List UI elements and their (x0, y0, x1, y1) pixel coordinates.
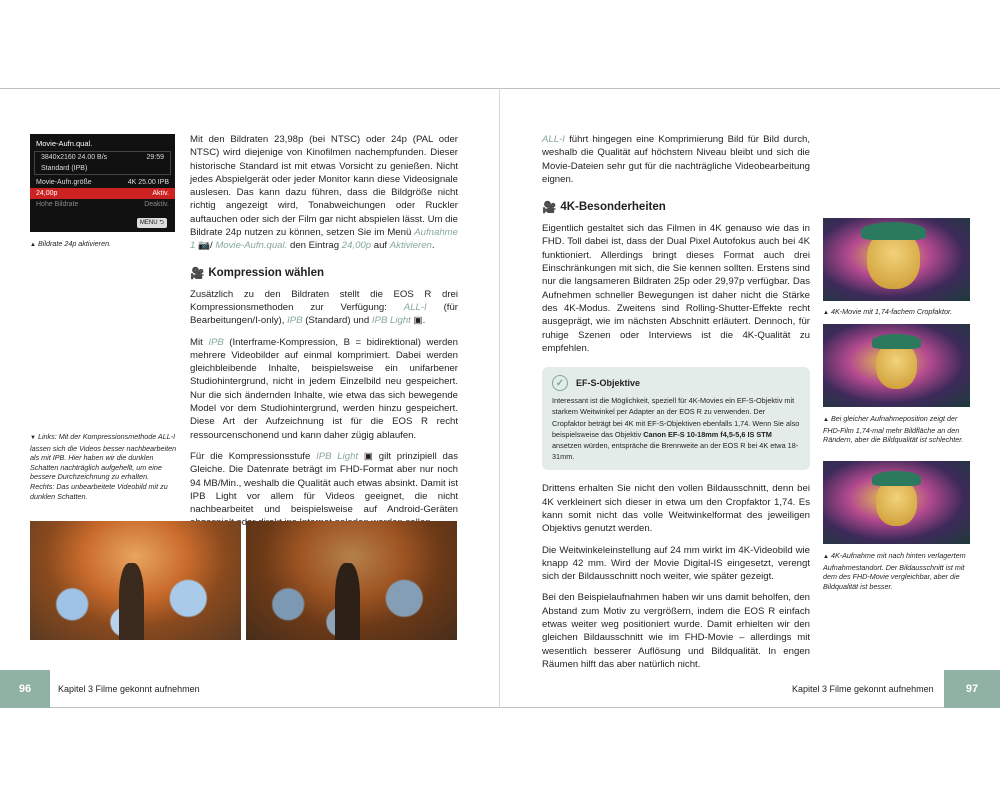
movie-camera-icon: 🎥 (190, 267, 205, 280)
paragraph: Mit IPB (Interframe-Kompression, B = bidirektional) werden mehrere Videobilder auf einmal komprimiert. Dabei werden gleichbleibende Inhalte, beispielsweise ein unifarbener Studiohintergrund, nicht in jedem Einzelbild neu gespeichert. Nur die sich ändernden Inhalte, wie etwa das sich bewegende Model vor dem Studiohintergrund, werden hinzu gespeichert. Diese Art der Aufzeichnung ist für die EOS R recht ressourcenschonend und kann daher zügig ablaufen. (190, 336, 458, 441)
right-text-column (542, 133, 810, 671)
info-box-text: Interessant ist die Möglichkeit, speziell für 4K-Movies ein EF-S-Objektiv mit starkem Weitwinkel per Adapter an der EOS R zu verwenden. Der Cropfaktor beträgt bei 4K mit EF-S-Objektiven ebenfalls 1,74. Wenn Sie also beispielsweise das Objektiv Canon EF-S 10-18mm f4,5-5,6 IS STM ansetzen würden, entspräche die Brennweite an der EOS R bei 4K etwa 18-31mm. (552, 396, 800, 462)
paragraph: Drittens erhalten Sie nicht den vollen Bildausschnitt, denn bei 4K verkleinert sich dieser in etwa um den Cropfaktor 1,74. Es kann somit nicht das volle Weitwinkelformat des jeweiligen Objektivs genutzt werden. (542, 483, 810, 535)
menu-row: Movie-Aufn.größe 4K 25.00 IPB (36, 179, 169, 186)
page-number: 97 (944, 670, 1000, 708)
section-heading: 🎥 4K-Besonderheiten (542, 201, 666, 215)
left-text-column (190, 133, 458, 530)
menu-row: Hohe Bildrate Deaktiv. (36, 201, 169, 208)
paragraph: ALL-I führt hingegen eine Komprimierung Bild für Bild durch, weshalb die Qualität auf höchstem Niveau bleibt und sich die Movie-Dateien sehr gut für die nachträgliche Videobearbeitung eignen. (542, 134, 810, 185)
ipb-light-icon: ▣ (363, 450, 373, 462)
camera-icon: 📷 (198, 240, 210, 252)
menu-row: Standard (IPB) (41, 165, 88, 172)
movie-still-4k (823, 218, 970, 301)
camera-menu-screenshot (30, 134, 175, 232)
movie-still-fhd (823, 324, 970, 407)
check-circle-icon: ✓ (552, 375, 568, 391)
paragraph: Bei den Beispielaufnahmen haben wir uns damit beholfen, den Abstand zum Motiv zu vergrößern, indem die EOS R einfach etwas weiter weg positioniert wurde. Damit erhielten wir den gleichen Bildausschnitt wie im FHD-Movie – allerdings mit wesentlich besserer Auflösung und Bildqualität. In engen Räumen hilft das aber natürlich nicht. (542, 592, 810, 670)
info-box-title: EF-S-Objektive (576, 378, 641, 389)
paragraph: Die Weitwinkeleinstellung auf 24 mm wirkt im 4K-Videobild wie knapp 42 mm. Wird der Movie Digital-IS eingesetzt, verengt sich der Bildausschnitt noch weiter, wie später gezeigt. (542, 544, 810, 583)
menu-button: MENU ⮌ (137, 218, 167, 228)
page-gutter (499, 88, 500, 708)
caption: ▲ 4K-Movie mit 1,74-fachem Cropfaktor. (823, 307, 953, 316)
movie-still-4k-distance (823, 461, 970, 544)
section-heading: 🎥 Kompression wählen (190, 266, 324, 280)
menu-title: Movie-Aufn.qual. (36, 139, 93, 148)
menu-row-selected: 24,00p Aktiv. (30, 188, 175, 199)
footer-text: Kapitel 3 Filme gekonnt aufnehmen (792, 684, 934, 694)
tree-photo-all-i (30, 521, 241, 640)
page-number: 96 (0, 670, 50, 708)
footer-text: Kapitel 3 Filme gekonnt aufnehmen (58, 684, 200, 694)
movie-camera-icon: 🎥 (542, 202, 557, 215)
paragraph: Zusätzlich zu den Bildraten stellt die EOS R drei Kompressionsmethoden zur Verfügung: ALL-I (für Bearbeitungen/I-only), IPB (Standard) und IPB Light ▣. (190, 288, 458, 327)
info-box (542, 367, 810, 470)
paragraph: Für die Kompressionsstufe IPB Light ▣ gilt prinzipiell das Gleiche. Die Datenrate beträgt im FHD-Format aber nur noch 94 MB/Min., weshalb die Qualität auch etwas absinkt. Damit ist IPB Light vor allem für Videos geeignet, die nicht nachbearbeitet und beispielsweise auf Android-Geräten (190, 450, 458, 516)
paragraph: Eigentlich gestaltet sich das Filmen in 4K genauso wie das in FHD. Toll dabei ist, dass der Dual Pixel Autofokus auch bei 4K funktioniert. Allerdings bringt dieses Format auch drei Einschränkungen mit sich, die Sie kennen sollten. Erstens sind nur die langsameren Bildraten 25p oder 29,97p verfügbar. Das Aufnehmen schneller Bewegungen ist daher nicht die Stärke des 4K-Modus. Zweitens sind Rolling-Shutter-Effekte recht ausgeprägt, wie im nächsten Abschnitt erläutert. Dennoch, für ruhige Szenen oder Interviews ist die 4K-Qualität zu empfehlen. (542, 223, 810, 354)
caption: ▲ Bei gleicher Aufnahmeposition zeigt der FHD-Film 1,74-mal mehr Bildfläche an den Rändern, aber die Bildqualität ist schlechter. (823, 414, 964, 445)
paragraph: Mit den Bildraten 23,98p (bei NTSC) oder 24p (PAL oder NTSC) wird diejenige von Kinofilmen nachempfunden. Dieser historische Standard ist mit etwas Vorsicht zu genießen. Nicht jedes Abspielgerät oder jeder Monitor kann diese Videosignale auslesen. Das kann dazu führen, dass die Bildgröße nicht richtig angezeigt wird, Tonabweichungen oder Ruckler auftauchen oder sich der Film gar nicht abspielen lässt. Um die Bildrate 24p nutzen zu können, setzen Sie im Menü Aufnahme 1 📷/ Movie-Aufn.qual. den Eintrag 24,00p auf Aktivieren. (190, 134, 458, 252)
ipb-light-icon: ▣ (413, 315, 423, 327)
tree-photo-ipb (246, 521, 457, 640)
menu-caption: ▲ Bildrate 24p aktivieren. (30, 239, 112, 248)
side-caption: ▼ Links: Mit der Kompressionsmethode ALL-I lassen sich die Videos besser nachbearbeiten als mit IPB. Hier haben wir die dunklen Schatten nachträglich aufgehellt, um eine bessere Durchzeichnung zu erhalten. Rechts: Das unbearbeitete Videobild mit zu dunklen Schatten. (30, 432, 177, 501)
menu-row: 3840x2160 24.00 B/s 29:59 (41, 154, 164, 161)
caption: ▲ 4K-Aufnahme mit nach hinten verlagertem Aufnahmestandort. Der Bildausschnitt ist mit dem des FHD-Movie vergleichbar, aber die Bildqualität ist besser. (823, 551, 966, 591)
